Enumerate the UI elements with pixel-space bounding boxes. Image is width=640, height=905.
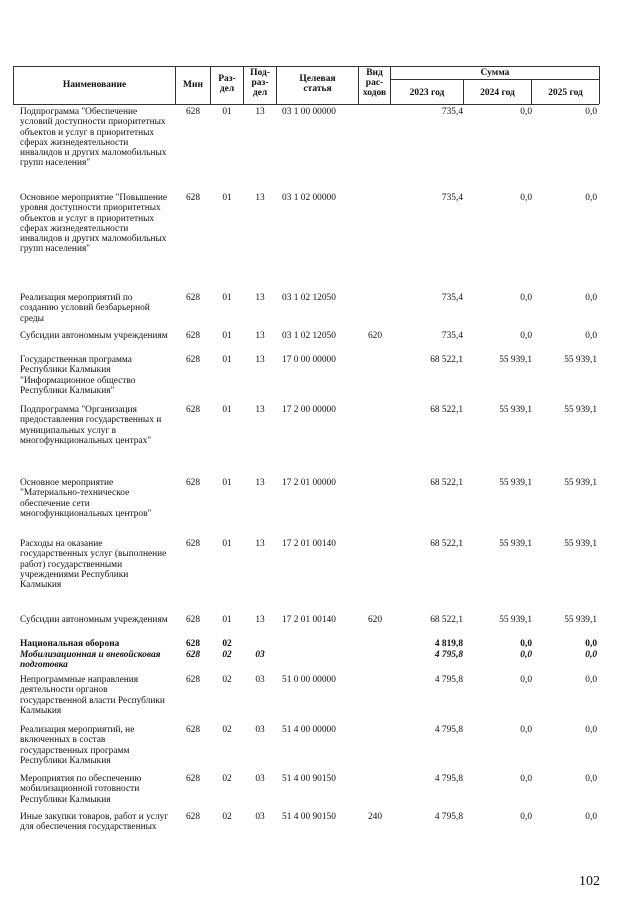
header-podr: Под- раз- дел: [250, 68, 270, 98]
row-cel: 17 2 01 00140: [282, 615, 336, 625]
header-razd: Раз- дел: [218, 74, 236, 94]
row-razd: 01: [222, 615, 232, 625]
row-2024: 0,0: [520, 293, 532, 303]
row-min: 628: [185, 725, 201, 735]
row-podr: 13: [255, 193, 265, 203]
header-2023: 2023 год: [409, 88, 445, 98]
row-name: Иные закупки товаров, работ и услуг для обеспечения государственных: [20, 812, 169, 833]
row-2024: 0,0: [520, 331, 532, 341]
header-cel: Целевая статья: [299, 74, 336, 94]
row-2023: 4 819,8: [434, 639, 463, 649]
row-razd: 01: [222, 107, 232, 117]
row-min: 628: [185, 774, 201, 784]
row-name: Субсидии автономным учреждениям: [20, 331, 168, 341]
row-name: Основное мероприятие "Материально-техническое обеспечение сети многофункциональных центров": [20, 478, 152, 519]
row-razd: 02: [222, 774, 232, 784]
row-podr: 13: [255, 293, 265, 303]
row-vid: 620: [367, 331, 383, 341]
header-min: Мин: [183, 80, 203, 90]
row-podr: 03: [255, 812, 265, 822]
row-cel: 51 4 00 90150: [282, 812, 336, 822]
row-2023: 4 795,8: [434, 812, 463, 822]
row-min: 628: [185, 812, 201, 822]
row-cel: 03 1 02 12050: [282, 293, 336, 303]
row-name: Субсидии автономным учреждениям: [20, 615, 168, 625]
row-2023: 68 522,1: [430, 615, 463, 625]
row-min: 628: [185, 331, 201, 341]
row-2025: 55 939,1: [564, 355, 597, 365]
row-vid: 620: [367, 615, 383, 625]
row-2025: 0,0: [585, 774, 597, 784]
row-razd: 02: [222, 725, 232, 735]
row-2025: 0,0: [585, 293, 597, 303]
row-2023: 68 522,1: [430, 405, 463, 415]
row-podr: 13: [255, 478, 265, 488]
row-min: 628: [185, 675, 201, 685]
row-name: Мобилизационная и вневойсковая подготовка: [20, 650, 161, 671]
row-2025: 0,0: [585, 193, 597, 203]
row-podr: 13: [255, 355, 265, 365]
row-2025: 0,0: [585, 331, 597, 341]
row-podr: 03: [255, 675, 265, 685]
row-name: Реализация мероприятий, не включенных в состав государственных программ Республики Калмыкия: [20, 725, 135, 766]
row-razd: 02: [222, 812, 232, 822]
row-cel: 17 2 00 00000: [282, 405, 336, 415]
row-min: 628: [185, 355, 201, 365]
row-2023: 68 522,1: [430, 539, 463, 549]
row-2023: 4 795,8: [434, 725, 463, 735]
row-min: 628: [185, 405, 201, 415]
row-podr: 13: [255, 615, 265, 625]
row-razd: 01: [222, 331, 232, 341]
row-cel: 17 0 00 00000: [282, 355, 336, 365]
row-2024: 0,0: [520, 675, 532, 685]
row-2023: 4 795,8: [434, 675, 463, 685]
row-name: Основное мероприятие "Повышение уровня доступности приоритетных объектов и услуг в приоритетных сферах жизнедеятельности инвалидов и других маломобильных групп населения": [20, 193, 168, 255]
row-name: Подпрограмма "Обеспечение условий доступности приоритетных объектов и услуг в приоритетных сферах жизнедеятельности инвалидов и других маломобильных групп населения": [20, 107, 167, 169]
header-name: Наименование: [62, 80, 127, 90]
row-cel: 17 2 01 00140: [282, 539, 336, 549]
row-2024: 0,0: [520, 107, 532, 117]
row-razd: 01: [222, 539, 232, 549]
row-name: Национальная оборона: [20, 639, 120, 649]
row-2023: 735,4: [441, 293, 463, 303]
row-2023: 735,4: [441, 331, 463, 341]
row-2025: 0,0: [585, 725, 597, 735]
row-2023: 68 522,1: [430, 478, 463, 488]
row-name: Расходы на оказание государственных услуг (выполнение работ) государственными учреждениями Республики Калмыкия: [20, 539, 167, 591]
row-cel: 51 4 00 90150: [282, 774, 336, 784]
row-2023: 4 795,8: [434, 650, 463, 660]
table-top-border: [13, 66, 599, 67]
row-2025: 55 939,1: [564, 615, 597, 625]
row-min: 628: [185, 193, 201, 203]
row-cel: 03 1 02 12050: [282, 331, 336, 341]
row-podr: 03: [255, 725, 265, 735]
row-podr: 13: [255, 405, 265, 415]
row-2023: 4 795,8: [434, 774, 463, 784]
row-min: 628: [185, 539, 201, 549]
row-2025: 55 939,1: [564, 405, 597, 415]
row-razd: 01: [222, 405, 232, 415]
header-2025: 2025 год: [548, 88, 583, 98]
row-name: Подпрограмма "Организация предоставления государственных и муниципальных услуг в многофункциональных центрах": [20, 405, 162, 446]
row-name: Государственная программа Республики Калмыкия "Информационное общество Республики Калмыкия": [20, 355, 136, 396]
row-2025: 0,0: [585, 107, 597, 117]
col-line-right: [599, 66, 600, 104]
row-min: 628: [185, 293, 201, 303]
row-razd: 01: [222, 193, 232, 203]
row-2024: 0,0: [520, 725, 532, 735]
row-2025: 0,0: [585, 650, 597, 660]
row-min: 628: [185, 615, 201, 625]
row-2024: 0,0: [520, 650, 532, 660]
row-razd: 02: [222, 639, 232, 649]
header-2024: 2024 год: [480, 88, 515, 98]
row-cel: 17 2 01 00000: [282, 478, 336, 488]
row-min: 628: [185, 478, 201, 488]
row-razd: 02: [222, 675, 232, 685]
row-2025: 0,0: [585, 812, 597, 822]
row-2025: 55 939,1: [564, 539, 597, 549]
row-razd: 01: [222, 293, 232, 303]
row-2025: 55 939,1: [564, 478, 597, 488]
row-cel: 51 4 00 00000: [282, 725, 336, 735]
row-2024: 0,0: [520, 812, 532, 822]
row-name: Непрограммные направления деятельности органов государственной власти Республики Калмыкия: [20, 675, 165, 716]
row-2024: 0,0: [520, 774, 532, 784]
row-min: 628: [185, 650, 201, 660]
row-podr: 13: [255, 331, 265, 341]
header-bottom-border: [13, 104, 599, 105]
row-2024: 55 939,1: [499, 615, 532, 625]
row-2024: 55 939,1: [499, 539, 532, 549]
header-vid: Вид рас- ходов: [362, 68, 387, 98]
row-razd: 01: [222, 478, 232, 488]
row-2024: 55 939,1: [499, 355, 532, 365]
row-2025: 0,0: [585, 675, 597, 685]
row-2025: 0,0: [585, 639, 597, 649]
row-2023: 68 522,1: [430, 355, 463, 365]
row-podr: 13: [255, 107, 265, 117]
header-summa: Сумма: [480, 68, 510, 78]
row-podr: 03: [255, 650, 265, 660]
row-2024: 0,0: [520, 193, 532, 203]
row-2024: 55 939,1: [499, 405, 532, 415]
page-number: 102: [579, 874, 600, 889]
row-razd: 02: [222, 650, 232, 660]
row-2023: 735,4: [441, 107, 463, 117]
row-cel: 03 1 00 00000: [282, 107, 336, 117]
row-razd: 01: [222, 355, 232, 365]
row-2023: 735,4: [441, 193, 463, 203]
row-min: 628: [185, 639, 201, 649]
summa-divider: [390, 79, 599, 80]
row-name: Мероприятия по обеспечению мобилизационной готовности Республики Калмыкия: [20, 774, 142, 805]
row-2024: 55 939,1: [499, 478, 532, 488]
row-min: 628: [185, 107, 201, 117]
row-cel: 03 1 02 00000: [282, 193, 336, 203]
row-vid: 240: [367, 812, 383, 822]
row-podr: 13: [255, 539, 265, 549]
row-name: Реализация мероприятий по созданию условий безбарьерной среды: [20, 293, 150, 324]
row-2024: 0,0: [520, 639, 532, 649]
row-cel: 51 0 00 00000: [282, 675, 336, 685]
row-podr: 03: [255, 774, 265, 784]
